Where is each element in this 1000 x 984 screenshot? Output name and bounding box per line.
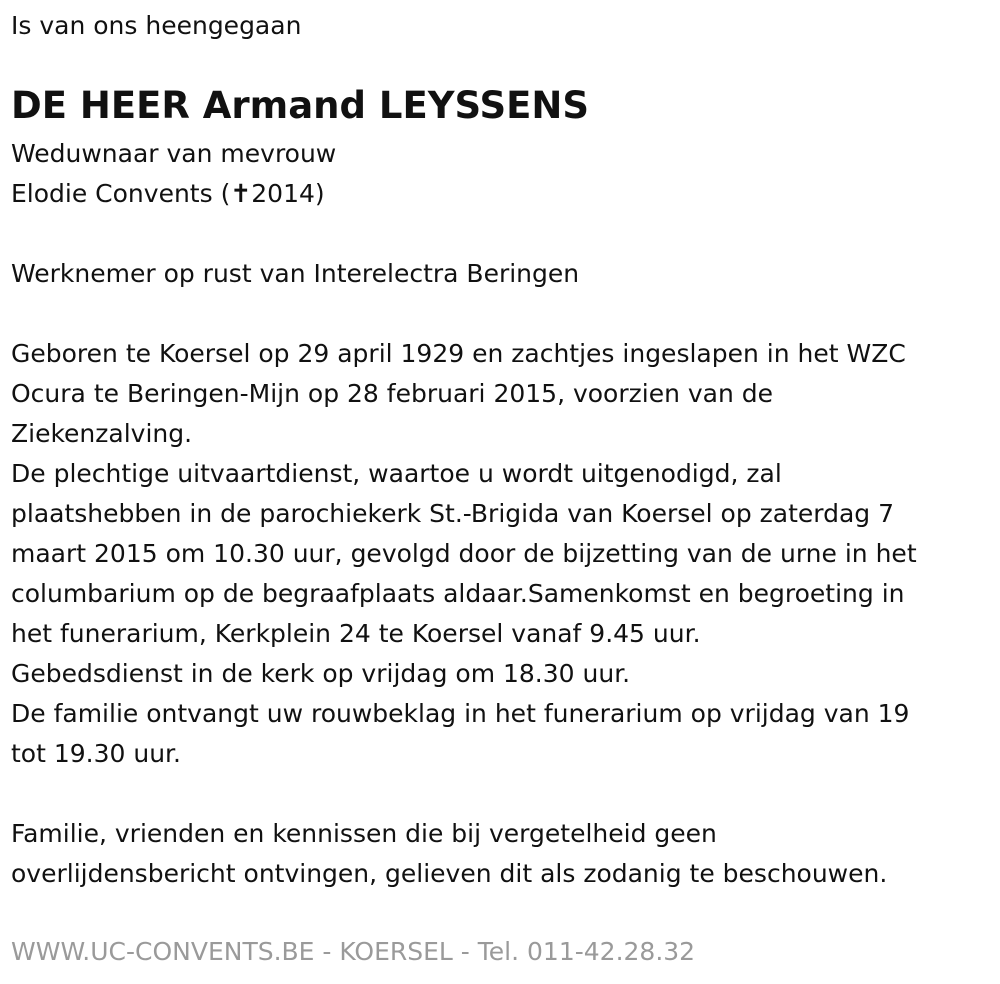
occupation-text: Werknemer op rust van Interelectra Beringen (11, 259, 580, 288)
intro-text: Is van ons heengegaan (11, 11, 302, 40)
closing-line: overlijdensbericht ontvingen, gelieven dit als zodanig te beschouwen. (11, 859, 888, 888)
occupation-block (11, 254, 579, 294)
spouse-line: Weduwnaar van mevrouw (11, 139, 337, 168)
details-line: tot 19.30 uur. (11, 739, 181, 768)
closing-block (11, 814, 887, 894)
details-line: De plechtige uitvaartdienst, waartoe u wordt uitgenodigd, zal (11, 459, 782, 488)
details-line: De familie ontvangt uw rouwbeklag in het funerarium op vrijdag van 19 (11, 699, 910, 728)
details-line: Ziekenzalving. (11, 419, 193, 448)
footer-contact: WWW.UC-CONVENTS.BE - KOERSEL - Tel. 011-42.28.32 (11, 937, 696, 966)
details-line: Ocura te Beringen-Mijn op 28 februari 2015, voorzien van de (11, 379, 774, 408)
details-line: maart 2015 om 10.30 uur, gevolgd door de bijzetting van de urne in het (11, 539, 917, 568)
details-line: Gebedsdienst in de kerk op vrijdag om 18.30 uur. (11, 659, 631, 688)
details-line: Geboren te Koersel op 29 april 1929 en zachtjes ingeslapen in het WZC (11, 339, 906, 368)
details-block (11, 334, 917, 774)
details-line: plaatshebben in de parochiekerk St.-Brigida van Koersel op zaterdag 7 (11, 499, 895, 528)
closing-line: Familie, vrienden en kennissen die bij vergetelheid geen (11, 819, 717, 848)
spouse-line: Elodie Convents (✝2014) (11, 179, 325, 208)
spouse-block (11, 134, 336, 214)
details-line: columbarium op de begraafplaats aldaar.Samenkomst en begroeting in (11, 579, 905, 608)
details-line: het funerarium, Kerkplein 24 te Koersel vanaf 9.45 uur. (11, 619, 701, 648)
deceased-name: DE HEER Armand LEYSSENS (11, 84, 590, 127)
